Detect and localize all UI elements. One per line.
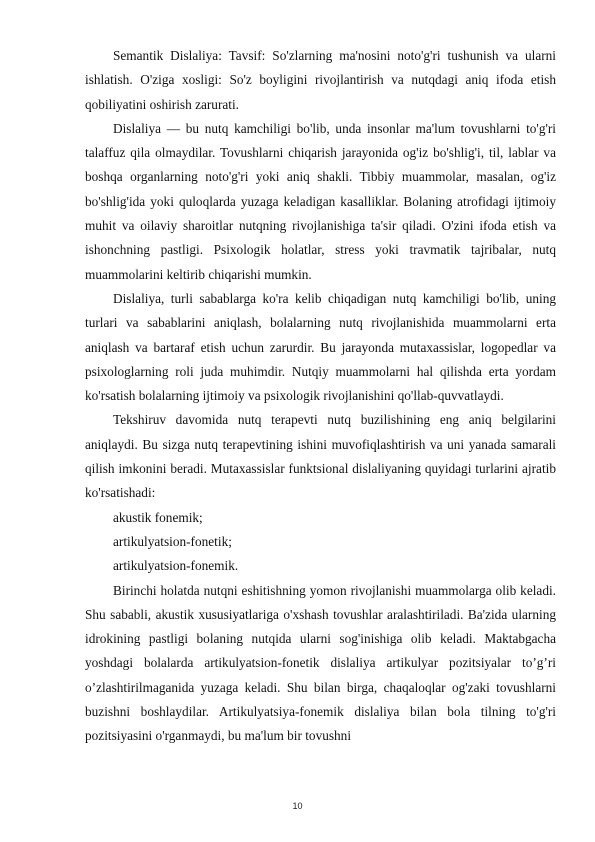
dislalia-types-list	[85, 506, 556, 579]
list-item: artikulyatsion-fonemik.	[113, 558, 239, 574]
paragraph-semantic-dislalia: Semantik Dislaliya: Tavsif: So'zlarning ma'nosini noto'g'ri tushunish va ularni ishlatish. O'ziga xosligi: So'z boyligini rivojlantirish va nutqdagi aniq ifoda etish qobiliyatini oshirish zarurati.	[85, 48, 556, 112]
list-item: akustik fonemik;	[113, 509, 203, 525]
document-page	[85, 44, 556, 749]
paragraph-dislalia-definition: Dislaliya — bu nutq kamchiligi bo'lib, unda insonlar ma'lum tovushlarni to'g'ri talaffuz qila olmaydilar. Tovushlarni chiqarish jarayonida og'iz bo'shlig'i, til, lablar va boshqa organlarning noto'g'ri yoki aniq shakli. Tibbiy muammolar, masalan, og'iz bo'shlig'ida yoki quloqlarda yuzaga keladigan kasalliklar. Bolaning atrofidagi ijtimoiy muhit va oilaviy sharoitlar nutqning rivojlanishiga ta'sir qiladi. O'zini ifoda etish va ishonchning pastligi. Psixologik holatlar, stress yoki travmatik tajribalar, nutq muammolarini keltirib chiqarishi mumkin.	[85, 120, 556, 282]
paragraph-speech-therapist: Tekshiruv davomida nutq terapevti nutq buzilishining eng aniq belgilarini aniqlaydi. Bu sizga nutq terapevtining ishini muvofiqlashtirish va uni yanada samarali qilish imkonini beradi. Mutaxassislar funktsional dislaliyaning quyidagi turlarini ajratib ko'rsatishadi:	[85, 412, 556, 501]
list-item: artikulyatsion-fonetik;	[113, 533, 232, 549]
page-number: 10	[292, 801, 303, 811]
paragraph-dislalia-causes: Dislaliya, turli sabablarga ko'ra kelib chiqadigan nutq kamchiligi bo'lib, uning turlari va sabablarini aniqlash, bolalarning nutq rivojlanishida muammolarni erta aniqlash va bartaraf etish uchun zarurdir. Bu jarayonda mutaxassislar, logopedlar va psixologlarning roli juda muhimdir. Nutqiy muammolarni hal qilishda erta yordam ko'rsatish bolalarning ijtimoiy va psixologik rivojlanishini qo'llab-quvvatlaydi.	[85, 290, 556, 404]
paragraph-first-case: Birinchi holatda nutqni eshitishning yomon rivojlanishi muammolarga olib keladi. Shu sababli, akustik xususiyatlariga o'xshash tovushlar aralashtiriladi. Ba'zida ularning idrokining pastligi bolaning nutqida ularni sog'inishiga olib keladi. Maktabgacha yoshdagi bolalarda artikulyatsion-fonetik dislaliya artikulyar pozitsiyalar to’g’ri o’zlashtirilmaganida yuzaga keladi. Shu bilan birga, chaqaloqlar og'zaki tovushlarni buzishni boshlaydilar. Artikulyatsiya-fonemik dislaliya bilan bola tilning to'g'ri pozitsiyasini o'rganmaydi, bu ma'lum bir tovushni	[85, 582, 556, 744]
